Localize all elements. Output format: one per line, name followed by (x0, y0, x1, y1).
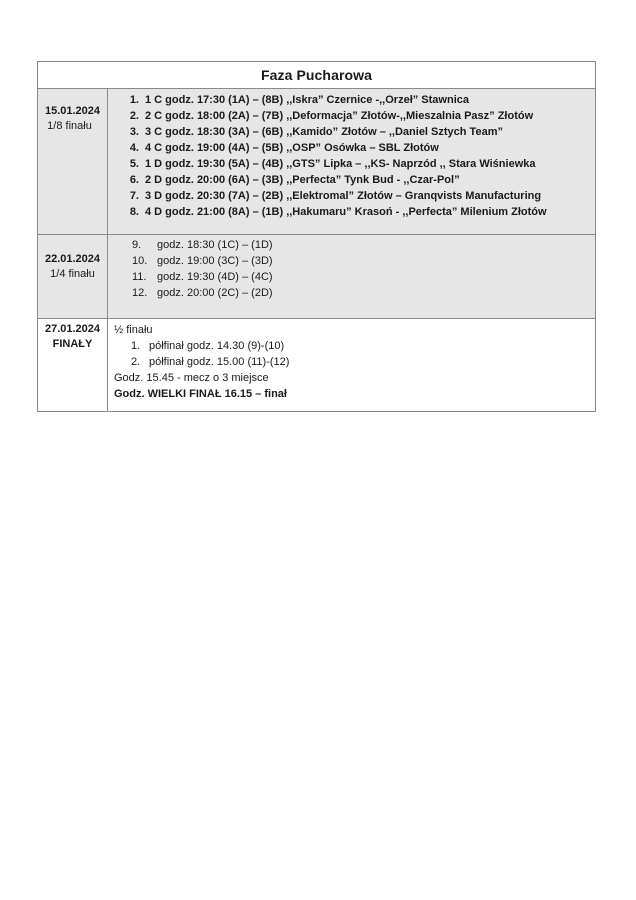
match-item (108, 237, 595, 253)
match-text: 1 C godz. 17:30 (1A) – (8B) ,,Iskra” Czernice -,,Orzeł” Stawnica (145, 94, 469, 106)
match-item (108, 140, 595, 156)
match-text: godz. 18:30 (1C) – (1D) (157, 239, 273, 251)
match-number: 5. (129, 158, 139, 170)
match-number: 2. (129, 110, 139, 122)
match-text: 4 D godz. 21:00 (8A) – (1B) ,,Hakumaru” Krasoń - ,,Perfecta” Milenium Złotów (145, 206, 547, 218)
match-text: 2 D godz. 20:00 (6A) – (3B) ,,Perfecta” Tynk Bud - ,,Czar-Pol” (145, 174, 460, 186)
match-number: 1. (129, 94, 139, 106)
match-item (108, 188, 595, 204)
schedule-table (37, 61, 596, 412)
semifinal-item (114, 354, 595, 370)
match-item (108, 92, 595, 108)
round-of-16-date: 15.01.2024 (44, 105, 101, 117)
semifinal-text: półfinał godz. 15.00 (11)-(12) (149, 356, 290, 368)
match-text: godz. 20:00 (2C) – (2D) (157, 287, 273, 299)
quarter-finals-phase: 1/4 finału (50, 268, 95, 280)
match-number: 8. (129, 206, 139, 218)
quarter-finals-date: 22.01.2024 (44, 253, 101, 265)
semifinal-text: półfinał godz. 14.30 (9)-(10) (149, 340, 285, 352)
match-text: 1 D godz. 19:30 (5A) – (4B) ,,GTS” Lipka – ,,KS- Naprzód ,, Stara Wiśniewka (145, 158, 536, 170)
third-place-match: Godz. 15.45 - mecz o 3 miejsce (114, 372, 269, 384)
finals-date-cell (38, 319, 108, 411)
match-item (108, 253, 595, 269)
quarter-finals-date-cell (38, 235, 108, 318)
round-of-16-row (38, 89, 595, 235)
semifinal-item (114, 338, 595, 354)
match-text: godz. 19:30 (4D) – (4C) (157, 271, 273, 283)
match-item (108, 172, 595, 188)
match-item (108, 285, 595, 301)
match-text: 4 C godz. 19:00 (4A) – (5B) ,,OSP” Osówka – SBL Złotów (145, 142, 439, 154)
round-of-16-phase: 1/8 finału (47, 120, 92, 132)
finals-content (108, 319, 595, 411)
grand-final: Godz. WIELKI FINAŁ 16.15 – finał (114, 388, 287, 400)
round-of-16-matches (108, 89, 595, 234)
match-item (108, 124, 595, 140)
finals-date: 27.01.2024 (44, 323, 101, 335)
match-item (108, 269, 595, 285)
quarter-finals-matches (108, 235, 595, 318)
match-number: 9. (132, 239, 142, 251)
match-number: 3. (129, 126, 139, 138)
semifinal-number: 1. (131, 340, 141, 352)
match-item (108, 108, 595, 124)
match-text: 2 C godz. 18:00 (2A) – (7B) ,,Deformacja” Złotów-,,Mieszalnia Pasz” Złotów (145, 110, 534, 122)
match-text: 3 C godz. 18:30 (3A) – (6B) ,,Kamido” Złotów – ,,Daniel Sztych Team” (145, 126, 503, 138)
table-title-row (38, 62, 595, 89)
match-text: godz. 19:00 (3C) – (3D) (157, 255, 273, 267)
round-of-16-date-cell (38, 89, 108, 234)
match-text: 3 D godz. 20:30 (7A) – (2B) ,,Elektromal” Złotów – Granqvists Manufacturing (145, 190, 542, 202)
match-number: 11. (132, 271, 147, 283)
semifinals-heading: ½ finału (114, 324, 153, 336)
quarter-finals-row (38, 235, 595, 319)
semifinal-number: 2. (131, 356, 141, 368)
match-number: 7. (129, 190, 139, 202)
match-item (108, 204, 595, 220)
finals-phase: FINAŁY (52, 338, 93, 350)
match-number: 6. (129, 174, 139, 186)
match-number: 12. (132, 287, 148, 299)
match-number: 10. (132, 255, 148, 267)
finals-row (38, 319, 595, 411)
match-number: 4. (129, 142, 139, 154)
table-title: Faza Pucharowa (260, 67, 373, 83)
match-item (108, 156, 595, 172)
